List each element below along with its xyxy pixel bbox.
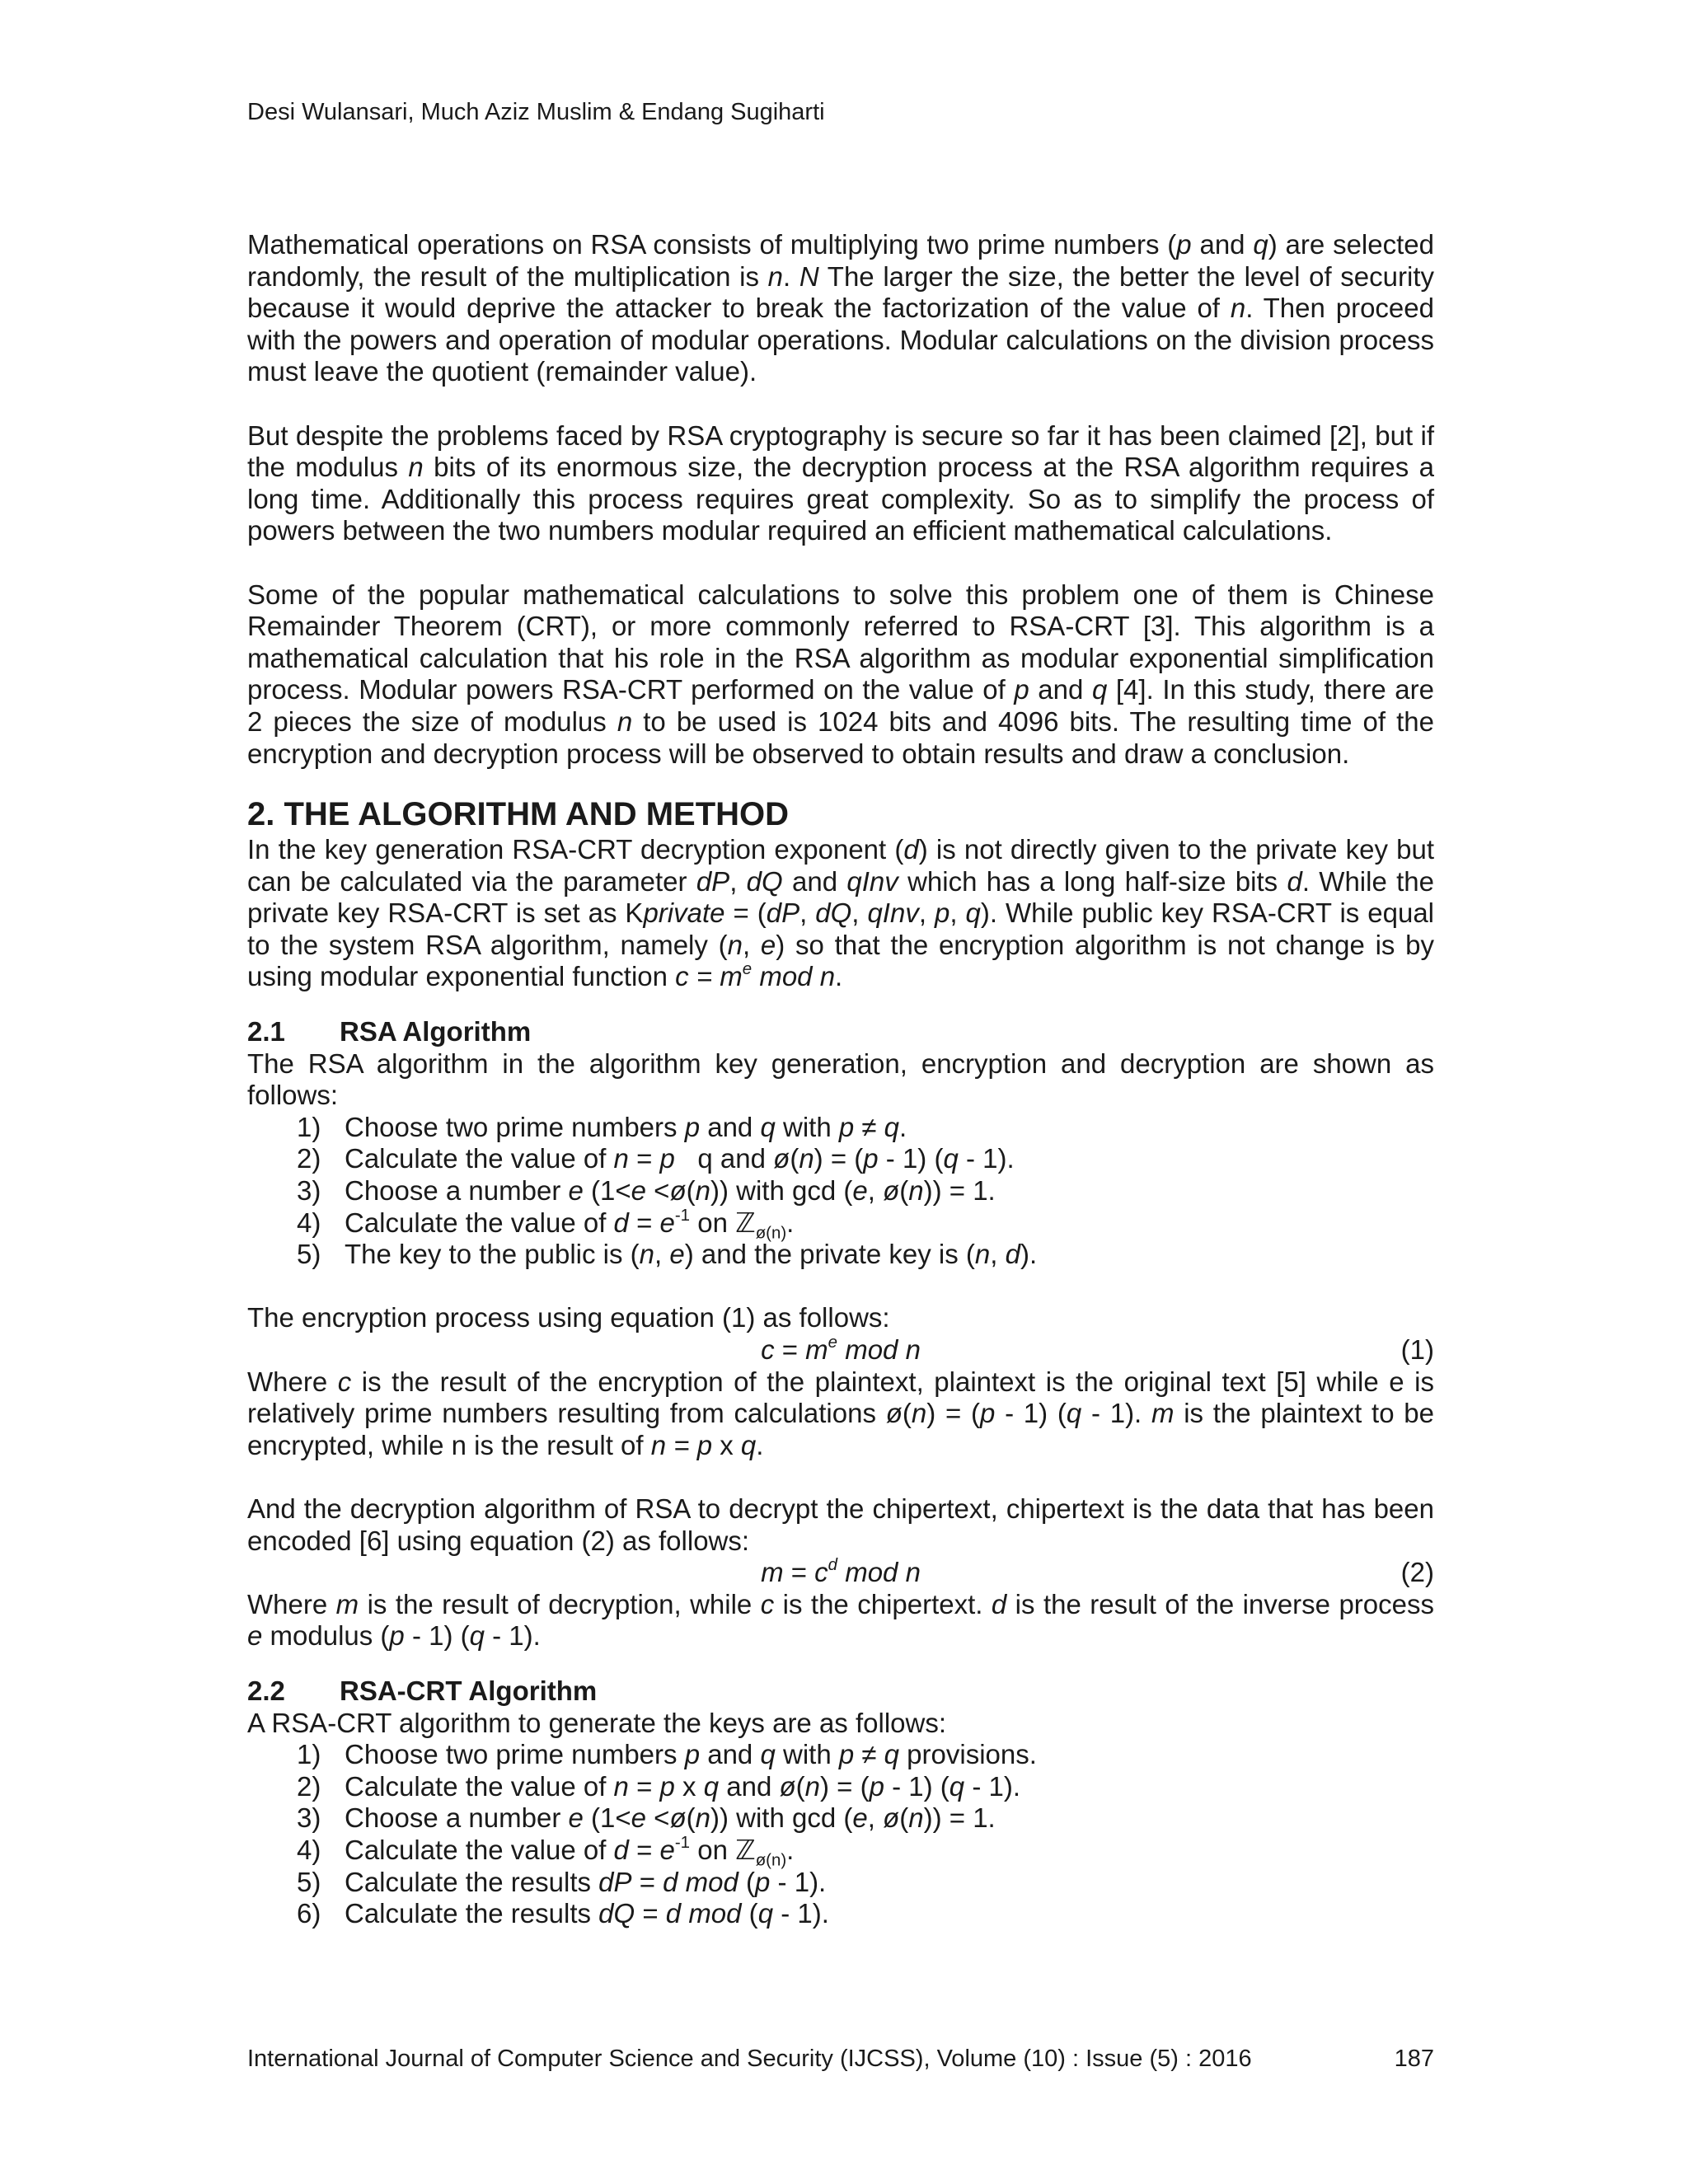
equation-1-expression: $c = m^e$ mod n: [761, 1333, 921, 1365]
equation-1-number: (1): [1400, 1334, 1434, 1365]
list-item-number: 4): [297, 1834, 321, 1865]
list-item-number: 4): [297, 1207, 321, 1238]
subsection-heading-rsa: [247, 1016, 1434, 1048]
list-item-number: 6): [297, 1898, 321, 1929]
equation-2-expression: $m = c^d$ mod n: [761, 1555, 921, 1588]
list-item: [247, 1771, 1434, 1803]
list-item-number: 5): [297, 1866, 321, 1897]
rsa-intro: The RSA algorithm in the algorithm key generation, encryption and decryption are shown as follows:: [247, 1047, 1434, 1111]
encryption-intro: The encryption process using equation (1) as follows:: [247, 1302, 890, 1333]
list-item-number: 2): [297, 1770, 321, 1802]
intro-paragraph-3: Some of the popular mathematical calculations to solve this problem one of them is Chinese Remainder Theorem (CRT), or more commonly referred to RSA-CRT [3]. This algorithm is a mathematical calculation that his role in the RSA algorithm as modular exponential simplification process. Modular powers RSA-CRT performed on the value of p and q [4]. In this study, there are 2 pieces the size of modulus n to be used is 1024 bits and 4096 bits. The resulting time of the encryption and decryption process will be observed to obtain results and draw a conclusion.: [247, 579, 1435, 769]
page-footer: [247, 2044, 1434, 2074]
page-body: [247, 229, 1434, 1930]
equation-1: [247, 1334, 1434, 1366]
list-item-text: Calculate the value of n = p q and ø(n) = (p - 1) (q - 1).: [345, 1143, 1015, 1174]
rsa-crt-steps-list: [247, 1739, 1434, 1930]
subsection-heading-rsa-crt: [247, 1675, 1434, 1708]
list-item-text: Calculate the results dQ = d mod (q - 1).: [345, 1898, 829, 1929]
list-item-number: 3): [297, 1175, 321, 1207]
list-item-number: 1): [297, 1111, 321, 1142]
page-number: 187: [1394, 2046, 1434, 2072]
equation-2: [247, 1557, 1434, 1589]
list-item: [247, 1205, 1434, 1243]
list-item: [247, 1239, 1434, 1271]
list-item: [247, 1175, 1434, 1207]
list-item-text: Calculate the value of n = p x q and ø(n) = (p - 1) (q - 1).: [345, 1770, 1020, 1802]
list-item: [247, 1898, 1434, 1930]
list-item: [247, 1739, 1434, 1771]
decryption-intro: And the decryption algorithm of RSA to decrypt the chipertext, chipertext is the data that has been encoded [6] using equation (2) as follows:: [247, 1493, 1434, 1556]
list-item-text: Choose two prime numbers p and q with p ≠ q provisions.: [345, 1739, 1037, 1770]
rsa-crt-intro: A RSA-CRT algorithm to generate the keys are as follows:: [247, 1707, 947, 1738]
equation-2-number: (2): [1400, 1557, 1434, 1588]
encryption-explanation: Where c is the result of the encryption of the plaintext, plaintext is the original text [5] while e is relatively prime numbers resulting from calculations ø(n) = (p - 1) (q - 1). m is the plaintext to be encrypted, while n is the result of n = p x q.: [247, 1366, 1435, 1460]
subsection-title: RSA-CRT Algorithm: [340, 1675, 598, 1706]
list-item-text: Choose a number e (1<e <ø(n)) with gcd (e, ø(n)) = 1.: [345, 1175, 996, 1207]
list-item-number: 5): [297, 1239, 321, 1270]
list-item-text: Choose two prime numbers p and q with p ≠ q.: [345, 1111, 907, 1142]
list-item-text: The key to the public is (n, e) and the private key is (n, d).: [345, 1239, 1038, 1270]
list-item-text: Choose a number e (1<e <ø(n)) with gcd (e, ø(n)) = 1.: [345, 1802, 996, 1834]
running-header: Desi Wulansari, Much Aziz Muslim & Endang Sugiharti: [247, 99, 825, 125]
subsection-title: RSA Algorithm: [340, 1016, 532, 1047]
list-item-number: 3): [297, 1802, 321, 1834]
subsection-number: 2.2: [247, 1675, 285, 1706]
list-item: [247, 1112, 1434, 1144]
list-item: [247, 1143, 1434, 1175]
list-item: [247, 1832, 1434, 1870]
list-item-text: Calculate the value of $d = e^{-1}$ on ℤ$_{ø(n)}$.: [345, 1205, 795, 1243]
list-item-text: Calculate the value of $d = e^{-1}$ on ℤ$_{ø(n)}$.: [345, 1832, 795, 1870]
list-item-number: 1): [297, 1739, 321, 1770]
list-item-text: Calculate the results dP = d mod (p - 1).: [345, 1866, 827, 1897]
section2-paragraph: In the key generation RSA-CRT decryption exponent (d) is not directly given to the private key but can be calculated via the parameter dP, dQ and qInv which has a long half-size bits d. While the private key RSA-CRT is set as Kprivate = (dP, dQ, qInv, p, q). While public key RSA-CRT is equal to the system RSA algorithm, namely (n, e) so that the encryption algorithm is not change is by using modular exponential function $c = m^e$ mod n.: [247, 834, 1435, 992]
subsection-number: 2.1: [247, 1016, 285, 1047]
list-item: [247, 1867, 1434, 1899]
section-heading-algorithm-method: 2. THE ALGORITHM AND METHOD: [247, 796, 790, 833]
list-item-number: 2): [297, 1143, 321, 1174]
journal-citation: International Journal of Computer Science and Security (IJCSS), Volume (10) : Issue (5) : 2016: [247, 2046, 1252, 2072]
intro-paragraph-1: Mathematical operations on RSA consists of multiplying two prime numbers (p and q) are selected randomly, the result of the multiplication is n. N The larger the size, the better the level of security because it would deprive the attacker to break the factorization of the value of n. Then proceed with the powers and operation of modular operations. Modular calculations on the division process must leave the quotient (remainder value).: [247, 229, 1434, 387]
intro-paragraph-2: But despite the problems faced by RSA cryptography is secure so far it has been claimed [2], but if the modulus n bits of its enormous size, the decryption process at the RSA algorithm requires a long time. Additionally this process requires great complexity. So as to simplify the process of powers between the two numbers modular required an efficient mathematical calculations.: [247, 419, 1435, 546]
decryption-explanation: Where m is the result of decryption, while c is the chipertext. d is the result of the inverse process e modulus (p - 1) (q - 1).: [247, 1588, 1434, 1652]
rsa-steps-list: [247, 1112, 1434, 1271]
list-item: [247, 1802, 1434, 1835]
